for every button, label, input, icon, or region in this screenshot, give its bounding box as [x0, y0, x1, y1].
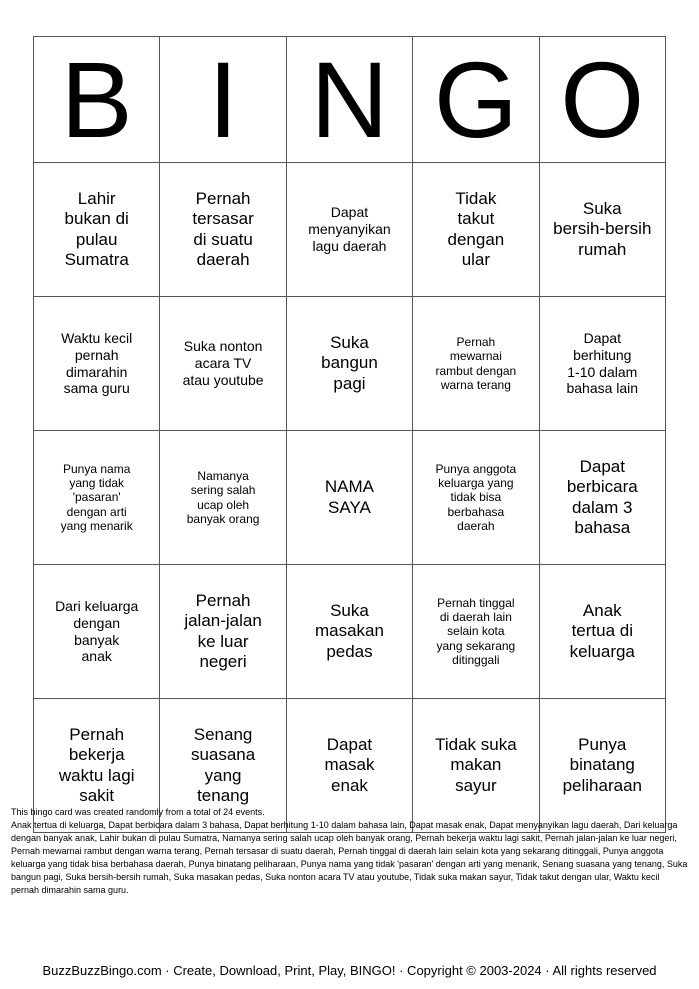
cell-text: Anak tertua di keluarga	[569, 600, 635, 661]
bingo-cell[interactable]	[413, 163, 539, 297]
bingo-cell[interactable]	[34, 565, 160, 699]
bingo-cell[interactable]	[286, 163, 412, 297]
bingo-cell[interactable]	[539, 431, 665, 565]
cell-text: Dapat masak enak	[324, 734, 375, 795]
bingo-row	[34, 163, 666, 297]
bingo-cell[interactable]	[413, 297, 539, 431]
cell-text: Punya anggota keluarga yang tidak bisa berbahasa daerah	[435, 461, 517, 534]
cell-text: Namanya sering salah ucap oleh banyak orang	[186, 468, 260, 526]
bingo-cell[interactable]	[34, 431, 160, 565]
bingo-cell-free-space[interactable]	[286, 431, 412, 565]
cell-text: Punya binatang peliharaan	[562, 734, 642, 795]
bingo-row	[34, 565, 666, 699]
header-letter-i: I	[160, 37, 286, 163]
cell-text: Pernah tinggal di daerah lain selain kota yang sekarang ditinggali	[436, 595, 516, 668]
cell-text: Suka masakan pedas	[314, 600, 384, 661]
card-info	[11, 806, 688, 897]
site-footer: BuzzBuzzBingo.com · Create, Download, Print, Play, BINGO! · Copyright © 2003-2024 · All rights reserved	[42, 963, 657, 978]
cell-text: Pernah mewarnai rambut dengan warna terang	[435, 334, 517, 392]
cell-text: Pernah jalan-jalan ke luar negeri	[184, 590, 262, 671]
bingo-cell[interactable]	[160, 297, 286, 431]
bingo-header-row	[34, 37, 666, 163]
cell-text: Pernah tersasar di suatu daerah	[192, 188, 254, 269]
bingo-cell[interactable]	[160, 431, 286, 565]
bingo-cell[interactable]	[413, 431, 539, 565]
cell-text: Dapat menyanyikan lagu daerah	[308, 204, 391, 254]
cell-text: Dapat berbicara dalam 3 bahasa	[566, 456, 638, 537]
cell-text: Tidak takut dengan ular	[447, 188, 505, 269]
bingo-row	[34, 297, 666, 431]
header-letter-g: G	[413, 37, 539, 163]
cell-text: NAMA SAYA	[324, 477, 375, 517]
cell-text: Suka bersih-bersih rumah	[553, 198, 652, 259]
cell-text: Punya nama yang tidak 'pasaran' dengan arti yang menarik	[60, 461, 133, 534]
info-event-list: Anak tertua di keluarga, Dapat berbicara dalam 3 bahasa, Dapat berhitung 1-10 dalam bahasa lain, Dapat masak enak, Dapat menyanyikan lagu daerah, Dari keluarga dengan banyak anak, Lahir bukan di pulau Sumatra, Namanya sering salah ucap oleh banyak orang, Pernah bekerja waktu lagi sakit, Pernah jalan-jalan ke luar negeri, Pernah mewarnai rambut dengan warna terang, Pernah tersasar di suatu daerah, Pernah tinggal di daerah lain selain kota yang sekarang ditinggali, Punya anggota keluarga yang tidak bisa berbahasa daerah, Punya binatang peliharaan, Punya nama yang tidak 'pasaran' dengan arti yang menarik, Senang suasana yang tenang, Suka bangun pagi, Suka bersih-bersih rumah, Suka masakan pedas, Suka nonton acara TV atau youtube, Tidak suka makan sayur, Tidak takut dengan ular, Waktu kecil pernah dimarahin sama guru.	[11, 820, 688, 895]
cell-text: Senang suasana yang tenang	[190, 724, 256, 805]
bingo-row	[34, 431, 666, 565]
bingo-cell[interactable]	[160, 163, 286, 297]
cell-text: Dari keluarga dengan banyak anak	[55, 597, 139, 665]
bingo-cell[interactable]	[286, 565, 412, 699]
cell-text: Pernah bekerja waktu lagi sakit	[58, 724, 135, 805]
bingo-cell[interactable]	[160, 565, 286, 699]
cell-text: Dapat berhitung 1-10 dalam bahasa lain	[566, 329, 639, 397]
header-letter-n: N	[286, 37, 412, 163]
cell-text: Suka nonton acara TV atau youtube	[182, 338, 264, 388]
bingo-card	[33, 36, 666, 833]
cell-text: Lahir bukan di pulau Sumatra	[64, 188, 129, 269]
header-letter-o: O	[539, 37, 665, 163]
bingo-cell[interactable]	[539, 297, 665, 431]
info-summary: This bingo card was created randomly from a total of 24 events.	[11, 807, 265, 817]
cell-text: Waktu kecil pernah dimarahin sama guru	[61, 329, 133, 397]
header-letter-b: B	[34, 37, 160, 163]
bingo-cell[interactable]	[34, 163, 160, 297]
bingo-cell[interactable]	[539, 565, 665, 699]
bingo-cell[interactable]	[413, 565, 539, 699]
cell-text: Suka bangun pagi	[321, 332, 378, 393]
bingo-cell[interactable]	[539, 163, 665, 297]
bingo-cell[interactable]	[34, 297, 160, 431]
cell-text: Tidak suka makan sayur	[435, 734, 517, 795]
bingo-cell[interactable]	[286, 297, 412, 431]
